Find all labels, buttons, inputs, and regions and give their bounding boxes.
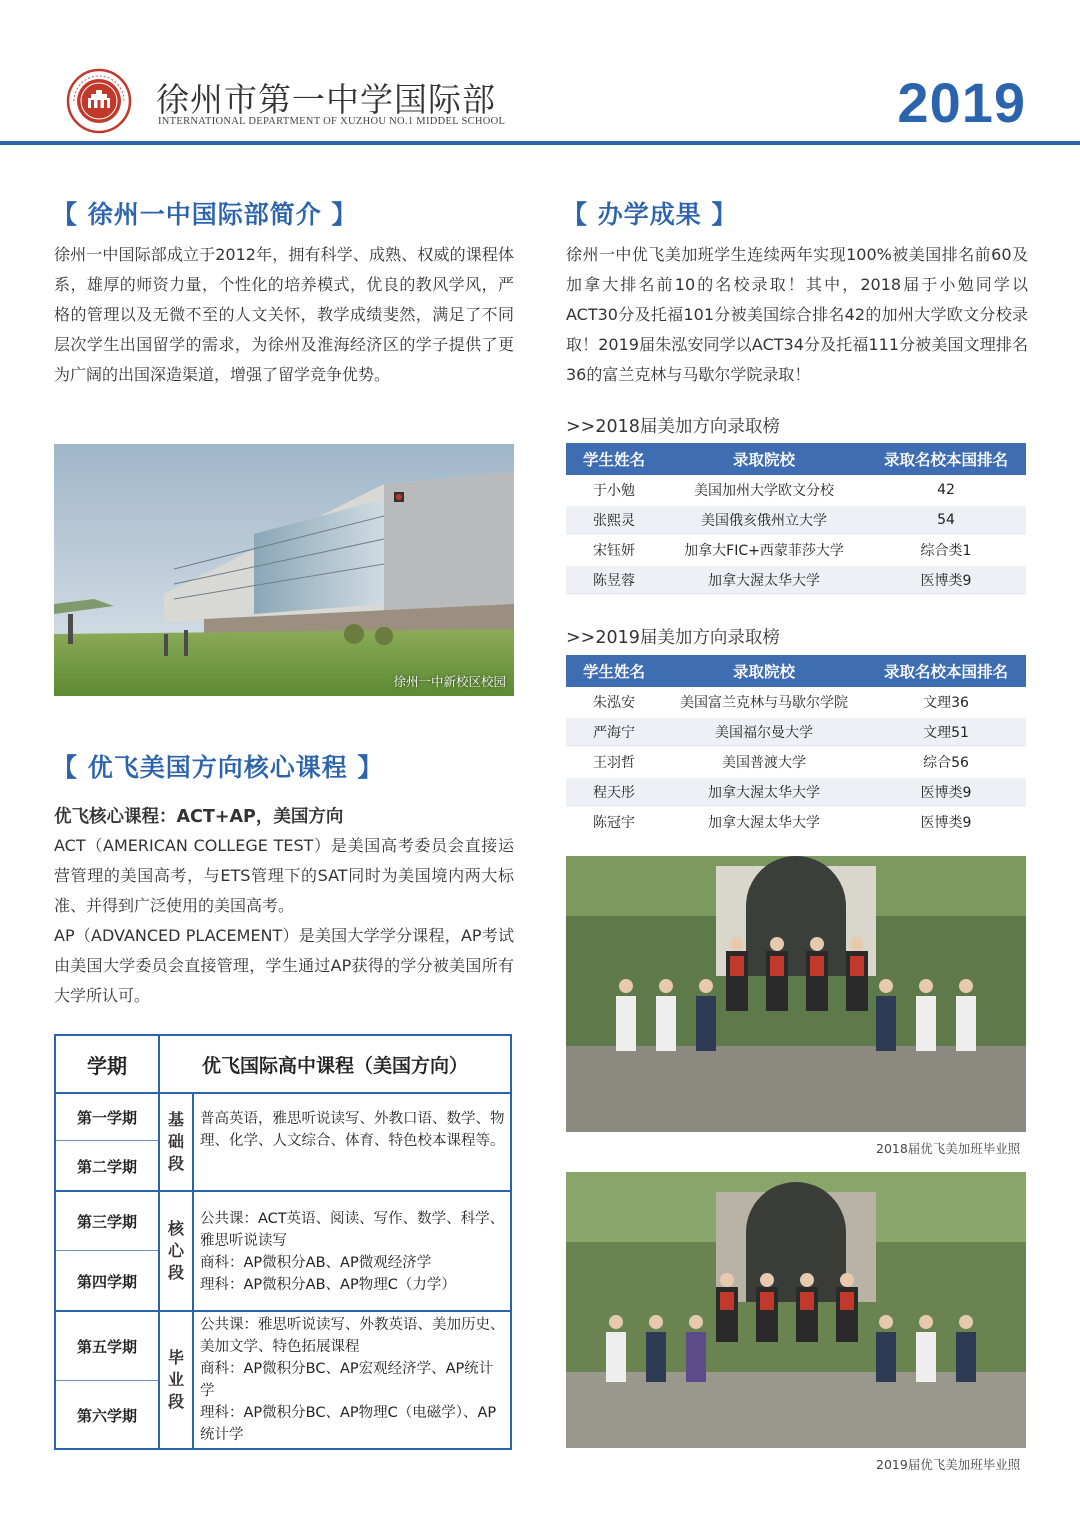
col-ranking: 录取名校本国排名 (866, 655, 1026, 687)
stage-graduation-content (194, 1314, 510, 1446)
student-name-cell: 严海宁 (566, 717, 662, 747)
student-name-cell: 宋钰妍 (566, 535, 662, 565)
year-label: 2019 (897, 71, 1026, 134)
table-row (566, 717, 1026, 747)
ranking-cell: 54 (866, 505, 1026, 535)
term-4: 第四学期 (76, 1272, 137, 1291)
graduation-photo-2019 (566, 1172, 1026, 1448)
ranking-cell: 医博类9 (866, 807, 1026, 837)
table-row (566, 505, 1026, 535)
results-body: 徐州一中优飞美加班学生连续两年实现100%被美国排名前60及加拿大排名前10的名校录取！其中，2018届于小勉同学以ACT30分及托福101分被美国综合排名42的加州大学欧文分校录取！2019届朱泓安同学以ACT34分及托福111分被美国文理排名36的富兰克林与马歇尔学院录取！ (566, 245, 1028, 384)
ranking-cell: 综合56 (866, 747, 1026, 777)
admission-table-2018 (566, 443, 1026, 596)
results-title: 【 办学成果 】 (562, 200, 738, 229)
header-divider (0, 141, 1080, 145)
ranking-cell: 医博类9 (866, 565, 1026, 595)
course-head-term: 学期 (87, 1053, 127, 1078)
university-cell: 美国福尔曼大学 (662, 717, 866, 747)
graduation-image-2019 (566, 1172, 1026, 1448)
list-2018-title: >>2018届美加方向录取榜 (566, 417, 780, 437)
university-cell: 加拿大渥太华大学 (662, 565, 866, 595)
course-line: 商科：AP微积分BC、AP宏观经济学、AP统计学 (200, 1361, 494, 1399)
table-row (566, 747, 1026, 777)
list-2019-title: >>2019届美加方向录取榜 (566, 628, 780, 648)
graduation-photo-2018 (566, 856, 1026, 1132)
courses-title: 【 优飞美国方向核心课程 】 (52, 753, 384, 782)
intro-body: 徐州一中国际部成立于2012年，拥有科学、成熟、权威的课程体系，雄厚的师资力量，个性化的培养模式，优良的教风学风，严格的管理以及无微不至的人文关怀，教学成绩斐然，满足了不同层次学生出国留学的需求，为徐州及淮海经济区的学子提供了更为广阔的出国深造渠道，增强了留学竞争优势。 (54, 245, 514, 384)
course-table (54, 1034, 512, 1450)
term-5: 第五学期 (76, 1337, 137, 1356)
student-name-cell: 陈昱蓉 (566, 565, 662, 595)
col-university: 录取院校 (662, 443, 866, 475)
campus-image (54, 444, 514, 696)
campus-photo-caption: 徐州一中新校区校园 (393, 674, 506, 689)
student-name-cell: 朱泓安 (566, 687, 662, 717)
admission-table-2019 (566, 655, 1026, 838)
ranking-cell: 医博类9 (866, 777, 1026, 807)
term-6: 第六学期 (76, 1406, 137, 1425)
university-cell: 加拿大渥太华大学 (662, 777, 866, 807)
student-name-cell: 陈冠宇 (566, 807, 662, 837)
student-name-cell: 张熙灵 (566, 505, 662, 535)
campus-photo (54, 444, 514, 696)
university-cell: 美国加州大学欧文分校 (662, 475, 866, 505)
student-name-cell: 程天彤 (566, 777, 662, 807)
school-logo (66, 68, 132, 134)
grid-line (56, 1140, 158, 1141)
table-header-row (566, 443, 1026, 475)
col-student: 学生姓名 (566, 443, 662, 475)
table-row (566, 777, 1026, 807)
ranking-cell: 文理51 (866, 717, 1026, 747)
col-university: 录取院校 (662, 655, 866, 687)
student-name-cell: 王羽哲 (566, 747, 662, 777)
school-name-en: INTERNATIONAL DEPARTMENT OF XUZHOU NO.1 MIDDEL SCHOOL (158, 116, 506, 127)
stage-core-content (194, 1208, 510, 1296)
stage-foundation (160, 1094, 192, 1190)
stage-foundation-label: 基础段 (167, 1110, 184, 1173)
term-1: 第一学期 (76, 1108, 137, 1127)
university-cell: 美国富兰克林与马歇尔学院 (662, 687, 866, 717)
graduation-image-2018 (566, 856, 1026, 1132)
grid-line (56, 1250, 158, 1251)
course-line: 理科：AP微积分AB、AP物理C（力学） (200, 1277, 456, 1293)
stage-graduation (160, 1312, 192, 1448)
student-name-cell: 于小勉 (566, 475, 662, 505)
grid-line (56, 1380, 158, 1381)
course-line: 普高英语，雅思听说读写、外教口语、数学、物理、化学、人文综合、体育、特色校本课程等。 (200, 1111, 505, 1149)
term-2: 第二学期 (76, 1157, 137, 1176)
act-description: ACT（AMERICAN COLLEGE TEST）是美国高考委员会直接运营管理的美国高考，与ETS管理下的SAT同时为美国境内两大标准、并得到广泛使用的美国高考。 (54, 836, 514, 915)
table-row (566, 535, 1026, 565)
graduation-photo-2018-caption: 2018届优飞美加班毕业照 (876, 1141, 1021, 1156)
ranking-cell: 文理36 (866, 687, 1026, 717)
table-row (566, 565, 1026, 595)
col-student: 学生姓名 (566, 655, 662, 687)
stage-core-label: 核心段 (167, 1219, 184, 1282)
intro-title: 【 徐州一中国际部简介 】 (52, 200, 358, 229)
table-row (566, 475, 1026, 505)
term-3: 第三学期 (76, 1212, 137, 1231)
stage-graduation-label: 毕业段 (167, 1348, 184, 1411)
university-cell: 美国俄亥俄州立大学 (662, 505, 866, 535)
graduation-photo-2019-caption: 2019届优飞美加班毕业照 (876, 1457, 1021, 1472)
table-row (566, 807, 1026, 837)
course-line: 公共课：ACT英语、阅读、写作、数学、科学、雅思听说读写 (200, 1211, 505, 1249)
course-head-program: 优飞国际高中课程（美国方向） (201, 1054, 468, 1077)
table-header-row (566, 655, 1026, 687)
table-row (566, 687, 1026, 717)
stage-foundation-content (194, 1108, 510, 1152)
page-header (0, 0, 1080, 146)
stage-core (160, 1192, 192, 1310)
col-ranking: 录取名校本国排名 (866, 443, 1026, 475)
university-cell: 美国普渡大学 (662, 747, 866, 777)
university-cell: 加拿大渥太华大学 (662, 807, 866, 837)
ap-description: AP（ADVANCED PLACEMENT）是美国大学学分课程，AP考试由美国大学委员会直接管理，学生通过AP获得的学分被美国所有大学所认可。 (54, 926, 514, 1005)
university-cell: 加拿大FIC+西蒙菲莎大学 (662, 535, 866, 565)
course-line: 公共课：雅思听说读写、外教英语、美加历史、美加文学、特色拓展课程 (200, 1317, 505, 1355)
course-line: 商科：AP微积分AB、AP微观经济学 (200, 1255, 432, 1271)
courses-subtitle: 优飞核心课程：ACT+AP，美国方向 (54, 807, 344, 827)
school-name-cn: 徐州市第一中学国际部 (156, 80, 496, 119)
course-line: 理科：AP微积分BC、AP物理C（电磁学）、AP统计学 (200, 1405, 497, 1443)
ranking-cell: 综合类1 (866, 535, 1026, 565)
ranking-cell: 42 (866, 475, 1026, 505)
